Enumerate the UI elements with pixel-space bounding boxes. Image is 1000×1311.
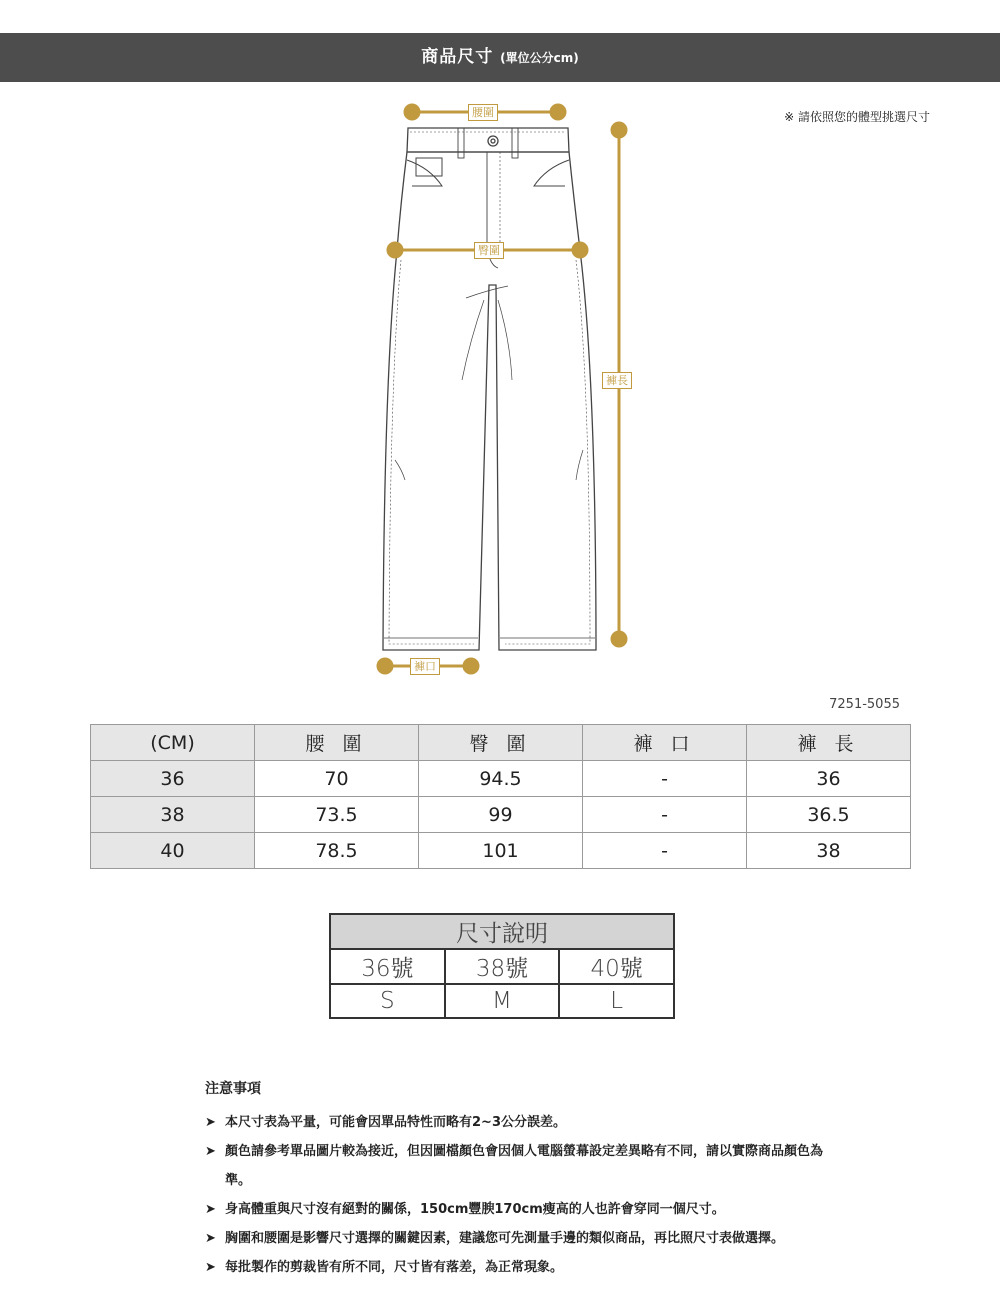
legend-cell: 36號 xyxy=(330,949,445,984)
table-row xyxy=(91,761,911,797)
notes-title: 注意事項 xyxy=(205,1081,261,1097)
size-table xyxy=(90,724,911,869)
product-code: 7251-5055 xyxy=(829,697,900,712)
note-text: 本尺寸表為平量，可能會因單品特性而略有2~3公分誤差。 xyxy=(225,1115,566,1130)
note-text: 身高體重與尺寸沒有絕對的關係，150cm豐腴170cm瘦高的人也許會穿同一個尺寸。 xyxy=(225,1202,725,1217)
table-cell: - xyxy=(583,833,747,869)
header-cell-length: 褲 長 xyxy=(747,725,911,761)
table-cell: 99 xyxy=(419,797,583,833)
note-text: 胸圍和腰圍是影響尺寸選擇的關鍵因素，建議您可先測量手邊的類似商品，再比照尺寸表做選擇。 xyxy=(225,1231,785,1246)
table-cell: 36 xyxy=(91,761,255,797)
arrow-icon: ➤ xyxy=(205,1260,216,1275)
list-item xyxy=(205,1195,825,1224)
header-cell-hem: 褲 口 xyxy=(583,725,747,761)
table-cell: 78.5 xyxy=(255,833,419,869)
list-item xyxy=(205,1224,825,1253)
header-title: 商品尺寸 xyxy=(421,47,494,67)
table-cell: 70 xyxy=(255,761,419,797)
table-cell: 101 xyxy=(419,833,583,869)
size-legend-table xyxy=(329,913,675,1019)
legend-cell: L xyxy=(559,984,674,1018)
list-item xyxy=(205,1253,825,1282)
legend-size-row xyxy=(330,949,674,984)
header-unit: (單位公分cm) xyxy=(500,51,579,65)
size-advice-note: ※ 請依照您的體型挑選尺寸 xyxy=(784,110,930,124)
legend-letter-row xyxy=(330,984,674,1018)
arrow-icon: ➤ xyxy=(205,1144,216,1159)
note-text: 每批製作的剪裁皆有所不同，尺寸皆有落差，為正常現象。 xyxy=(225,1260,564,1275)
length-label: 褲長 xyxy=(602,372,632,389)
legend-cell: M xyxy=(445,984,560,1018)
legend-cell: 38號 xyxy=(445,949,560,984)
table-cell: 38 xyxy=(91,797,255,833)
table-cell: - xyxy=(583,761,747,797)
table-row xyxy=(91,833,911,869)
list-item xyxy=(205,1137,825,1195)
waist-label: 腰圍 xyxy=(468,104,498,121)
arrow-icon: ➤ xyxy=(205,1202,216,1217)
hem-label: 褲口 xyxy=(410,658,440,675)
arrow-icon: ➤ xyxy=(205,1115,216,1130)
table-cell: 36 xyxy=(747,761,911,797)
note-text: 顏色請參考單品圖片較為接近，但因圖檔顏色會因個人電腦螢幕設定差異略有不同，請以實際商品顏色為準。 xyxy=(225,1144,824,1188)
table-cell: 73.5 xyxy=(255,797,419,833)
size-table-header xyxy=(91,725,911,761)
notes-list xyxy=(205,1108,825,1282)
list-item xyxy=(205,1108,825,1137)
legend-cell: S xyxy=(330,984,445,1018)
legend-cell: 40號 xyxy=(559,949,674,984)
table-cell: 40 xyxy=(91,833,255,869)
arrow-icon: ➤ xyxy=(205,1231,216,1246)
table-row xyxy=(91,797,911,833)
notes-section xyxy=(205,1078,825,1282)
table-cell: 38 xyxy=(747,833,911,869)
table-cell: 94.5 xyxy=(419,761,583,797)
hip-label: 臀圍 xyxy=(474,242,504,259)
table-cell: 36.5 xyxy=(747,797,911,833)
legend-title: 尺寸說明 xyxy=(330,914,674,949)
header-cell-hip: 臀 圍 xyxy=(419,725,583,761)
table-cell: - xyxy=(583,797,747,833)
header-cell-waist: 腰 圍 xyxy=(255,725,419,761)
header-cell-unit: (CM) xyxy=(91,725,255,761)
